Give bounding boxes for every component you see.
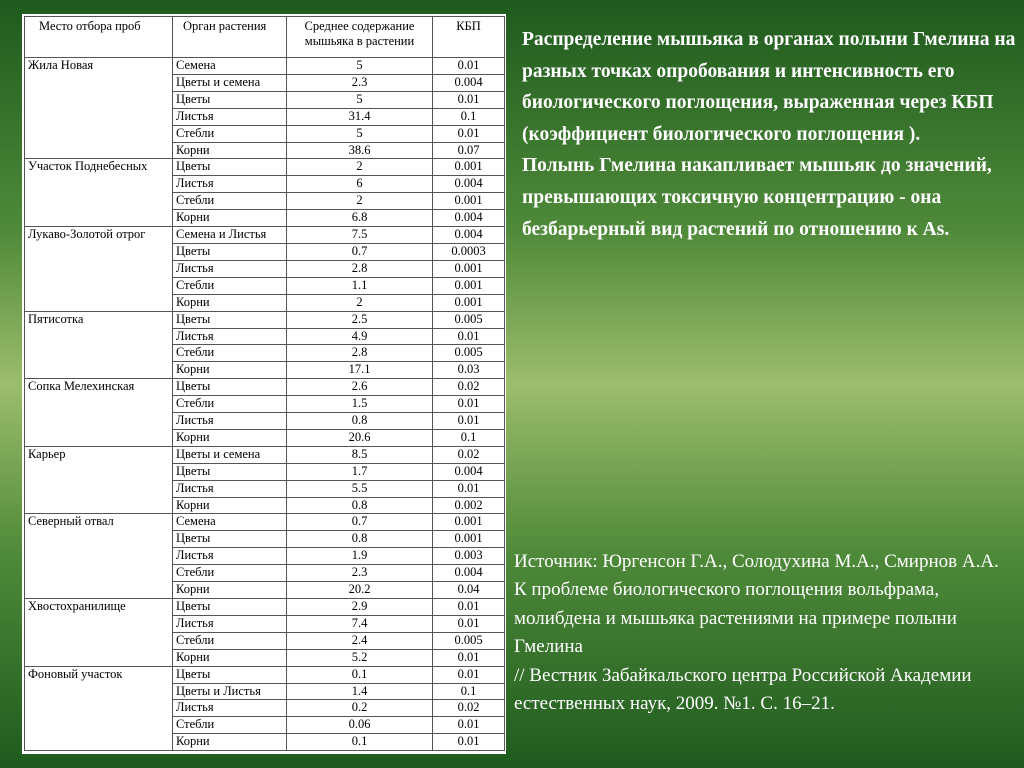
content-cell: 31.4 <box>287 108 433 125</box>
content-cell: 17.1 <box>287 362 433 379</box>
table-row <box>25 379 505 396</box>
content-cell: 6 <box>287 176 433 193</box>
organ-cell: Цветы <box>173 243 287 260</box>
organ-cell: Листья <box>173 413 287 430</box>
content-cell: 5.2 <box>287 649 433 666</box>
kbp-cell: 0.01 <box>433 58 505 75</box>
kbp-cell: 0.03 <box>433 362 505 379</box>
site-cell: Пятисотка <box>25 311 173 379</box>
content-cell: 2.4 <box>287 632 433 649</box>
kbp-cell: 0.001 <box>433 294 505 311</box>
organ-cell: Листья <box>173 615 287 632</box>
kbp-cell: 0.01 <box>433 615 505 632</box>
kbp-cell: 0.01 <box>433 734 505 751</box>
content-cell: 2 <box>287 159 433 176</box>
kbp-cell: 0.02 <box>433 379 505 396</box>
content-cell: 5 <box>287 58 433 75</box>
kbp-cell: 0.02 <box>433 446 505 463</box>
organ-cell: Цветы <box>173 463 287 480</box>
table-row <box>25 311 505 328</box>
content-cell: 2.3 <box>287 565 433 582</box>
kbp-cell: 0.1 <box>433 108 505 125</box>
organ-cell: Цветы и Листья <box>173 683 287 700</box>
organ-cell: Корни <box>173 210 287 227</box>
kbp-cell: 0.005 <box>433 345 505 362</box>
site-cell: Участок Поднебесных <box>25 159 173 227</box>
arsenic-distribution-table <box>24 16 505 751</box>
organ-cell: Корни <box>173 497 287 514</box>
kbp-cell: 0.001 <box>433 277 505 294</box>
content-cell: 0.2 <box>287 700 433 717</box>
kbp-cell: 0.01 <box>433 666 505 683</box>
content-cell: 20.6 <box>287 429 433 446</box>
organ-cell: Цветы <box>173 666 287 683</box>
organ-cell: Корни <box>173 649 287 666</box>
kbp-cell: 0.01 <box>433 328 505 345</box>
kbp-cell: 0.004 <box>433 176 505 193</box>
content-cell: 1.7 <box>287 463 433 480</box>
source-line-2: // Вестник Забайкальского центра Российской Академии естественных наук, 2009. №1. С. 16–21. <box>514 664 972 715</box>
content-cell: 2.9 <box>287 599 433 616</box>
kbp-cell: 0.004 <box>433 565 505 582</box>
kbp-cell: 0.0003 <box>433 243 505 260</box>
organ-cell: Листья <box>173 108 287 125</box>
arsenic-table-panel <box>22 14 506 754</box>
kbp-cell: 0.07 <box>433 142 505 159</box>
content-cell: 2.6 <box>287 379 433 396</box>
kbp-cell: 0.01 <box>433 599 505 616</box>
kbp-cell: 0.01 <box>433 125 505 142</box>
kbp-cell: 0.001 <box>433 514 505 531</box>
site-cell: Северный отвал <box>25 514 173 599</box>
organ-cell: Цветы и семена <box>173 74 287 91</box>
kbp-cell: 0.01 <box>433 480 505 497</box>
content-cell: 1.4 <box>287 683 433 700</box>
description-paragraph-2: Полынь Гмелина накапливает мышьяк до значений, превышающих токсичную концентрацию - она безбарьерный вид растений по отношению к As. <box>522 155 992 240</box>
table-row <box>25 446 505 463</box>
kbp-cell: 0.004 <box>433 463 505 480</box>
source-citation <box>514 548 1010 718</box>
table-row <box>25 227 505 244</box>
kbp-cell: 0.01 <box>433 413 505 430</box>
table-row <box>25 599 505 616</box>
content-cell: 0.1 <box>287 666 433 683</box>
kbp-cell: 0.01 <box>433 91 505 108</box>
kbp-cell: 0.005 <box>433 311 505 328</box>
kbp-cell: 0.004 <box>433 227 505 244</box>
content-cell: 0.1 <box>287 734 433 751</box>
kbp-cell: 0.001 <box>433 159 505 176</box>
content-cell: 2.8 <box>287 345 433 362</box>
site-cell: Лукаво-Золотой отрог <box>25 227 173 312</box>
content-cell: 2.8 <box>287 260 433 277</box>
content-cell: 2 <box>287 193 433 210</box>
content-cell: 5 <box>287 125 433 142</box>
table-row <box>25 514 505 531</box>
organ-cell: Цветы и семена <box>173 446 287 463</box>
organ-cell: Корни <box>173 429 287 446</box>
organ-cell: Стебли <box>173 125 287 142</box>
kbp-cell: 0.004 <box>433 74 505 91</box>
organ-cell: Стебли <box>173 565 287 582</box>
content-cell: 5 <box>287 91 433 108</box>
site-cell: Сопка Мелехинская <box>25 379 173 447</box>
organ-cell: Цветы <box>173 599 287 616</box>
content-cell: 0.8 <box>287 497 433 514</box>
organ-cell: Цветы <box>173 311 287 328</box>
kbp-cell: 0.001 <box>433 531 505 548</box>
site-cell: Фоновый участок <box>25 666 173 751</box>
content-cell: 1.9 <box>287 548 433 565</box>
organ-cell: Листья <box>173 176 287 193</box>
kbp-cell: 0.01 <box>433 649 505 666</box>
organ-cell: Стебли <box>173 632 287 649</box>
kbp-cell: 0.1 <box>433 429 505 446</box>
organ-cell: Стебли <box>173 277 287 294</box>
organ-cell: Корни <box>173 142 287 159</box>
organ-cell: Семена и Листья <box>173 227 287 244</box>
organ-cell: Листья <box>173 260 287 277</box>
organ-cell: Листья <box>173 328 287 345</box>
content-cell: 4.9 <box>287 328 433 345</box>
organ-cell: Корни <box>173 734 287 751</box>
kbp-cell: 0.001 <box>433 193 505 210</box>
content-cell: 0.7 <box>287 514 433 531</box>
organ-cell: Цветы <box>173 379 287 396</box>
table-row <box>25 159 505 176</box>
content-cell: 1.5 <box>287 396 433 413</box>
kbp-cell: 0.001 <box>433 260 505 277</box>
site-cell: Жила Новая <box>25 58 173 159</box>
kbp-cell: 0.02 <box>433 700 505 717</box>
organ-cell: Семена <box>173 514 287 531</box>
content-cell: 8.5 <box>287 446 433 463</box>
content-cell: 5.5 <box>287 480 433 497</box>
organ-cell: Листья <box>173 700 287 717</box>
organ-cell: Цветы <box>173 91 287 108</box>
table-header-row <box>25 17 505 58</box>
header-site: Место отбора проб <box>25 17 173 58</box>
organ-cell: Стебли <box>173 396 287 413</box>
content-cell: 20.2 <box>287 582 433 599</box>
kbp-cell: 0.005 <box>433 632 505 649</box>
description-paragraph-1: Распределение мышьяка в органах полыни Гмелина на разных точках опробования и интенсивность его биологического поглощения, выраженная через КБП (коэффициент биологического поглощения ). <box>522 29 1016 145</box>
kbp-cell: 0.01 <box>433 717 505 734</box>
table-row <box>25 666 505 683</box>
source-line-1: Источник: Юргенсон Г.А., Солодухина М.А., Смирнов А.А. К проблеме биологического поглощения вольфрама, молибдена и мышьяка растениями на примере полыни Гмелина <box>514 551 999 658</box>
organ-cell: Корни <box>173 582 287 599</box>
content-cell: 6.8 <box>287 210 433 227</box>
header-content: Среднее содержание мышьяка в растении <box>287 17 433 58</box>
organ-cell: Цветы <box>173 531 287 548</box>
description-text <box>522 24 1018 245</box>
content-cell: 2 <box>287 294 433 311</box>
table-row <box>25 58 505 75</box>
organ-cell: Листья <box>173 548 287 565</box>
content-cell: 1.1 <box>287 277 433 294</box>
kbp-cell: 0.1 <box>433 683 505 700</box>
organ-cell: Стебли <box>173 717 287 734</box>
content-cell: 7.4 <box>287 615 433 632</box>
content-cell: 0.8 <box>287 413 433 430</box>
organ-cell: Корни <box>173 294 287 311</box>
content-cell: 0.8 <box>287 531 433 548</box>
content-cell: 7.5 <box>287 227 433 244</box>
kbp-cell: 0.01 <box>433 396 505 413</box>
organ-cell: Стебли <box>173 345 287 362</box>
organ-cell: Корни <box>173 362 287 379</box>
organ-cell: Цветы <box>173 159 287 176</box>
site-cell: Хвостохранилище <box>25 599 173 667</box>
organ-cell: Стебли <box>173 193 287 210</box>
content-cell: 0.06 <box>287 717 433 734</box>
site-cell: Карьер <box>25 446 173 514</box>
content-cell: 2.5 <box>287 311 433 328</box>
kbp-cell: 0.04 <box>433 582 505 599</box>
kbp-cell: 0.004 <box>433 210 505 227</box>
content-cell: 38.6 <box>287 142 433 159</box>
content-cell: 2.3 <box>287 74 433 91</box>
table-body <box>25 58 505 751</box>
kbp-cell: 0.002 <box>433 497 505 514</box>
organ-cell: Листья <box>173 480 287 497</box>
kbp-cell: 0.003 <box>433 548 505 565</box>
content-cell: 0.7 <box>287 243 433 260</box>
header-organ: Орган растения <box>173 17 287 58</box>
header-kbp: КБП <box>433 17 505 58</box>
organ-cell: Семена <box>173 58 287 75</box>
